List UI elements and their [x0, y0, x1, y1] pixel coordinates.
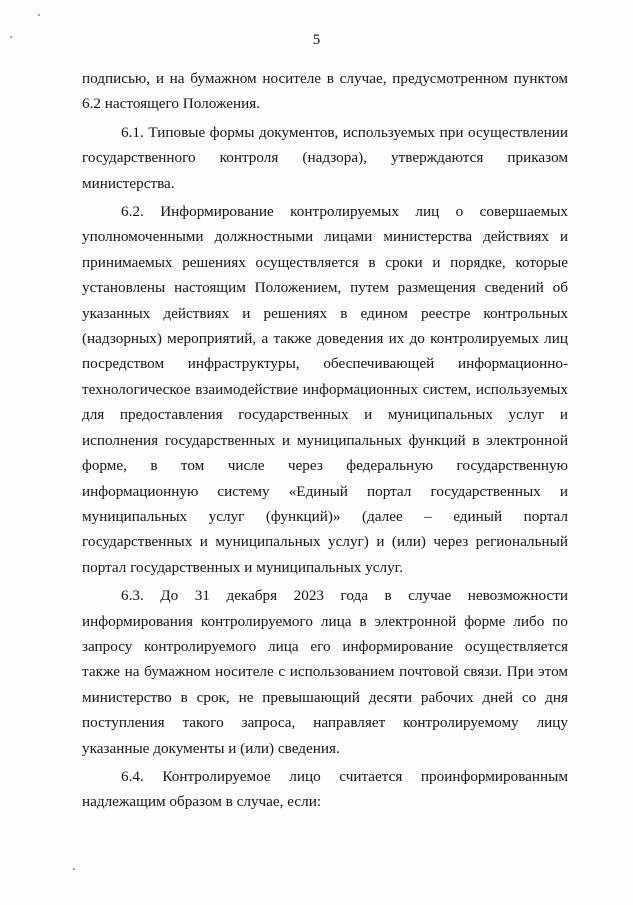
- paragraph-continuation: подписью, и на бумажном носителе в случае, предусмотренном пунктом 6.2 настоящего Положения.: [82, 70, 568, 113]
- document-body: [82, 66, 568, 818]
- paragraph-6-2: 6.2. Информирование контролируемых лиц о совершаемых уполномоченными должностными лицами министерства действиях и принимаемых решениях осуществляется в сроки и порядке, которые установлены настоящим Положением, путем размещения сведений об указанных действиях и решениях в едином реестре контрольных (надзорных) мероприятий, а также доведения их до контролируемых лиц посредством инфраструктуры, обеспечивающей информационно-технологическое взаимодействие информационных систем, используемых для предоставления государственных и муниципальных услуг и исполнения государственных и муниципальных функций в электронной форме, в том числе через федеральную государственную информационную систему «Единый портал государственных и муниципальных услуг (функций)» (далее – единый портал государственных и муниципальных услуг) и (или) через региональный портал государственных и муниципальных услуг.: [82, 203, 568, 576]
- scan-speck: [38, 14, 40, 16]
- paragraph-6-1: 6.1. Типовые формы документов, используемых при осуществлении государственного контроля (надзора), утверждаются приказом министерства.: [82, 123, 568, 192]
- paragraph-6-4: 6.4. Контролируемое лицо считается проинформированным надлежащим образом в случае, если:: [82, 767, 568, 811]
- scan-speck: [73, 868, 75, 870]
- page-number: 5: [312, 32, 321, 48]
- paragraph-6-3: 6.3. До 31 декабря 2023 года в случае невозможности информирования контролируемого лица в электронной форме либо по запросу контролируемого лица его информирование осуществляется также на бумажном носителе с использованием почтовой связи. При этом министерство в срок, не превышающий десяти рабочих дней со дня поступления такого запроса, направляет контролируемому лицу указанные документы и (или) сведения.: [82, 587, 568, 757]
